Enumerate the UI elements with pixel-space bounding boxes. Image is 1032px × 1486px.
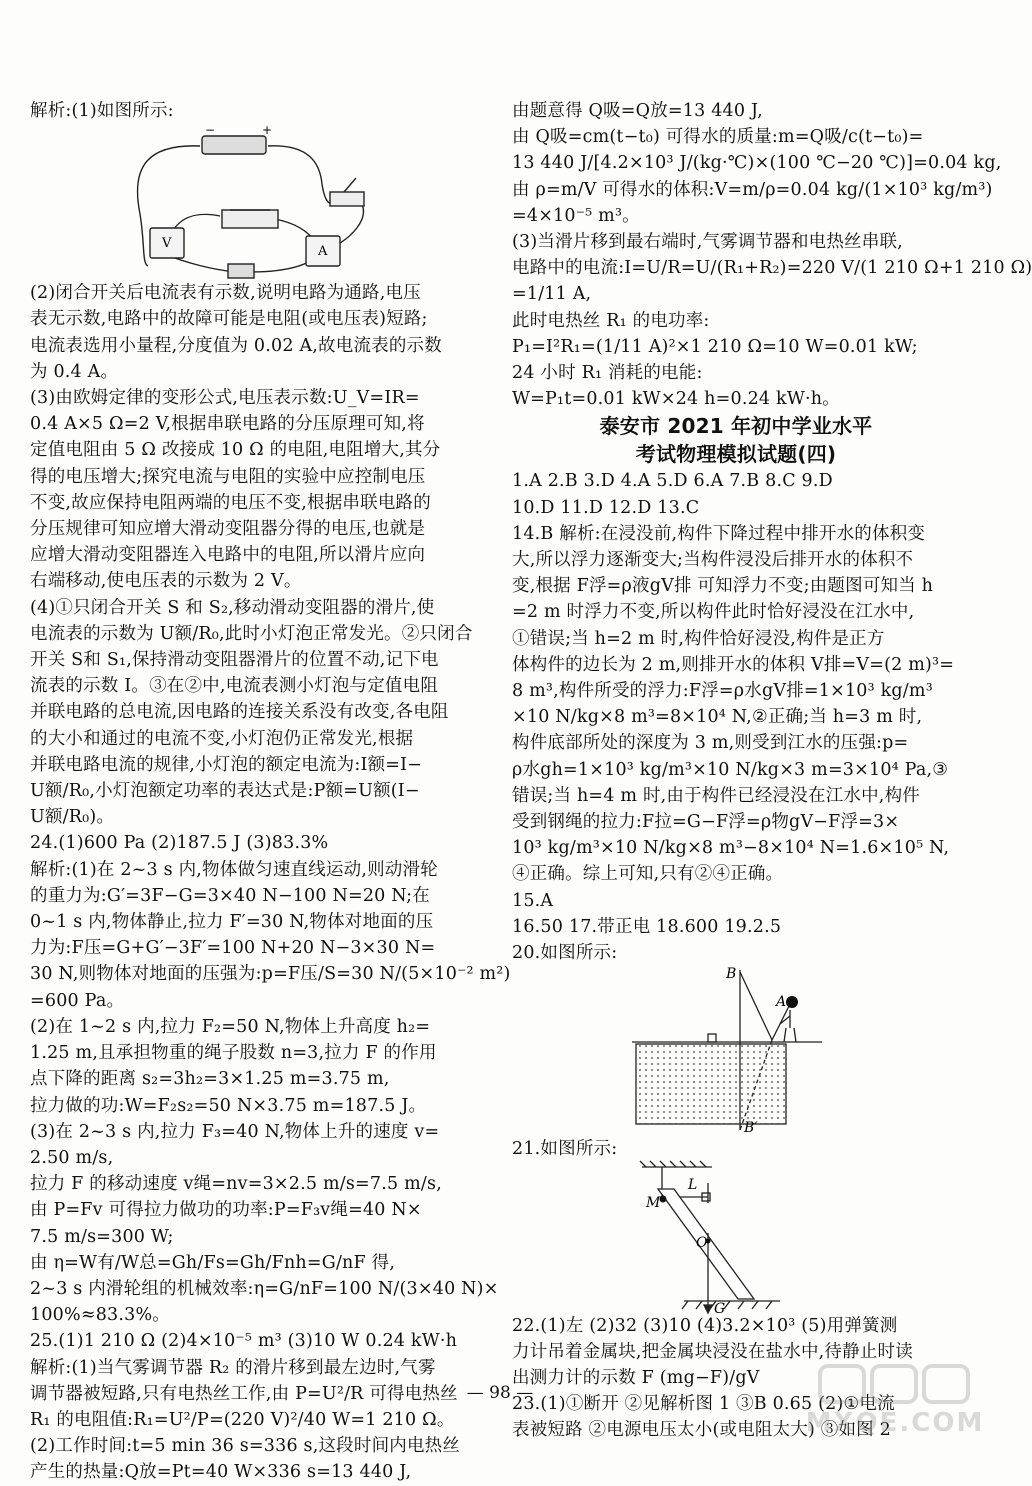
text-line: 21.如图所示: (512, 1139, 618, 1160)
text-line: 流表的示数 I。③在②中,电流表测小灯泡与定值电阻 (30, 676, 439, 697)
text-line: 并联电路的总电流,因电路的连接关系没有改变,各电阻 (30, 702, 449, 723)
text-line: 力计吊着金属块,把金属块浸没在盐水中,待静止时读 (512, 1341, 913, 1362)
text-line: R₁ 的电阻值:R₁=U²/P=(220 V)²/40 W=1 210 Ω。 (30, 1409, 455, 1430)
text-line: 并联电路电流的规律,小灯泡的额定电流为:I额=I− (30, 754, 423, 775)
text-line: 由 P=Fv 可得拉力做功的功率:P=F₃v绳=40 N× (30, 1200, 422, 1221)
text-line: U额/R₀,小灯泡额定功率的表达式是:P额=U额(I− (30, 781, 420, 802)
text-line: (2)闭合开关后电流表有示数,说明电路为通路,电压 (30, 283, 421, 304)
text-line: 24 小时 R₁ 消耗的电能: (512, 363, 703, 384)
section-subtitle: 考试物理模拟试题(四) (635, 442, 837, 467)
text-line: 表被短路 ②电源电压太小(或电阻太大) ③如图 2 (512, 1420, 891, 1441)
text-line: 拉力做的功:W=F₂s₂=50 N×3.75 m=187.5 J。 (30, 1095, 427, 1116)
text-line: 23.(1)①断开 ②见解析图 1 ③B 0.65 (2)①电流 (512, 1394, 895, 1415)
text-line: 1.25 m,且承担物重的绳子股数 n=3,拉力 F 的作用 (30, 1043, 437, 1064)
text-line: 受到钢绳的拉力:F拉=G−F浮=ρ物gV−F浮=3× (512, 812, 900, 833)
text-line: 13 440 J/[4.2×10³ J/(kg·℃)×(100 ℃−20 ℃)]=0.04 kg, (512, 153, 1002, 174)
text-line: ④正确。综上可知,只有②④正确。 (512, 864, 784, 885)
text-line: 7.5 m/s=300 W; (30, 1226, 174, 1247)
text-line: 由题意得 Q吸=Q放=13 440 J, (512, 101, 763, 121)
text-line: 此时电热丝 R₁ 的电功率: (512, 310, 710, 331)
text-line: 力为:F压=G+G′−3F′=100 N+20 N−3×30 N= (30, 938, 436, 959)
text-line: 24.(1)600 Pa (2)187.5 J (3)83.3% (30, 833, 329, 854)
point-label-b-prime: B′ (744, 1120, 758, 1137)
text-line: 体构件的边长为 2 m,则排开水的体积 V排=V=(2 m)³= (512, 654, 955, 675)
text-line: 1.A 2.B 3.D 4.A 5.D 6.A 7.B 8.C 9.D (512, 471, 833, 492)
text-line: 解析:(1)如图所示: (30, 101, 174, 121)
circuit-diagram-figure (30, 124, 485, 280)
text-line: (4)①只闭合开关 S 和 S₂,移动滑动变阻器的滑片,使 (30, 597, 435, 618)
text-line: 点下降的距离 s₂=3h₂=3×1.25 m=3.75 m, (30, 1069, 390, 1090)
text-line: 20.如图所示: (512, 943, 618, 964)
point-label-o: O (696, 1234, 708, 1251)
text-line: =1/11 A, (512, 284, 592, 305)
text-line: =2 m 时浮力不变,所以构件此时恰好浸没在江水中, (512, 602, 915, 623)
text-line: 2.50 m/s, (30, 1147, 114, 1168)
point-label-a: A (776, 994, 787, 1011)
point-label-l: L (688, 1176, 698, 1193)
text-line: 分压规律可知应增大滑动变阻器分得的电压,也就是 (30, 519, 426, 540)
text-line: 30 N,则物体对地面的压强为:p=F压/S=30 N/(5×10⁻² m²) (30, 964, 511, 985)
text-line: 100%≈83.3%。 (30, 1305, 170, 1326)
text-line: 8 m³,构件所受的浮力:F浮=ρ水gV排=1×10³ kg/m³ (512, 681, 933, 702)
text-line: 15.A (512, 890, 554, 911)
text-line: P₁=I²R₁=(1/11 A)²×1 210 Ω=10 W=0.01 kW; (512, 336, 918, 357)
text-line: (3)当滑片移到最右端时,气雾调节器和电热丝串联, (512, 232, 903, 253)
svg-text:+: + (262, 123, 273, 138)
text-line: 出测力计的示数 F (mg−F)/gV (512, 1367, 760, 1388)
text-line: 0~1 s 内,物体静止,拉力 F′=30 N,物体对地面的压 (30, 912, 434, 933)
reflection-diagram (512, 966, 960, 1136)
page-number: — 98 — (466, 1383, 534, 1403)
lever-diagram-figure (512, 1163, 960, 1317)
text-line: =600 Pa。 (30, 990, 125, 1011)
text-line: 由 η=W有/W总=Gh/Fs=Gh/Fnh=G/nF 得, (30, 1252, 396, 1273)
text-line: (2)在 1~2 s 内,拉力 F₂=50 N,物体上升高度 h₂= (30, 1016, 431, 1037)
watermark-text: MXQE.COM (805, 1408, 985, 1438)
text-line: 开关 S和 S₁,保持滑动变阻器滑片的位置不动,记下电 (30, 650, 439, 671)
text-line: 2~3 s 内滑轮组的机械效率:η=G/nF=100 N/(3×40 N)× (30, 1278, 499, 1299)
text-line: 解析:(1)在 2~3 s 内,物体做匀速直线运动,则动滑轮 (30, 859, 438, 880)
text-line: 22.(1)左 (2)32 (3)10 (4)3.2×10³ (5)用弹簧测 (512, 1315, 898, 1336)
text-line: 构件底部所处的深度为 3 m,则受到江水的压强:p= (512, 733, 909, 754)
svg-text:V: V (162, 236, 172, 252)
watermark-icon (800, 1360, 990, 1408)
text-line: 的大小和通过的电流不变,小灯泡仍正常发光,根据 (30, 728, 414, 749)
text-line: 电流表选用小量程,分度值为 0.02 A,故电流表的示数 (30, 335, 442, 356)
svg-text:−: − (205, 123, 216, 138)
text-line: =4×10⁻⁵ m³。 (512, 205, 640, 226)
text-line: (3)在 2~3 s 内,拉力 F₃=40 N,物体上升的速度 v= (30, 1121, 440, 1142)
text-line: 电流表的示数为 U额/R₀,此时小灯泡正常发光。②只闭合 (30, 623, 473, 644)
point-label-b: B (726, 966, 737, 983)
right-column (512, 98, 1032, 1444)
text-line: ①错误;当 h=2 m 时,构件恰好浸没,构件是正方 (512, 628, 885, 649)
text-line: 调节器被短路,只有电热丝工作,由 P=U²/R 可得电热丝 (30, 1383, 458, 1404)
text-line: 不变,故应保持电阻两端的电压不变,根据串联电路的 (30, 492, 431, 513)
text-line: U额/R₀)。 (30, 807, 115, 828)
text-line: W=P₁t=0.01 kW×24 h=0.24 kW·h。 (512, 389, 840, 410)
text-line: 解析:(1)当气雾调节器 R₂ 的滑片移到最左边时,气雾 (30, 1357, 436, 1378)
text-line: 变,根据 F浮=ρ液gV排 可知浮力不变;由题图可知当 h (512, 576, 934, 597)
text-line: 0.4 A×5 Ω=2 V,根据串联电路的分压原理可知,将 (30, 414, 425, 435)
lever-diagram (512, 1163, 960, 1317)
text-line: 的重力为:G′=3F−G=3×40 N−100 N=20 N;在 (30, 885, 430, 906)
text-line: 右端移动,使电压表的示数为 2 V。 (30, 571, 302, 592)
text-line: 10.D 11.D 12.D 13.C (512, 497, 700, 518)
circuit-diagram (30, 124, 485, 280)
text-line: 错误;当 h=4 m 时,由于构件已经浸没在江水中,构件 (512, 785, 920, 806)
text-line: ρ水gh=1×10³ kg/m³×10 N/kg×3 m=3×10⁴ Pa,③ (512, 759, 949, 780)
text-line: 得的电压增大;探究电流与电阻的实验中应控制电压 (30, 466, 426, 487)
text-line: 大,所以浮力逐渐变大;当构件浸没后排开水的体积不 (512, 550, 914, 571)
text-line: 定值电阻由 5 Ω 改接成 10 Ω 的电阻,电阻增大,其分 (30, 440, 441, 461)
text-line: 应增大滑动变阻器连入电路中的电阻,所以滑片应向 (30, 545, 426, 566)
section-title: 泰安市 2021 年初中学业水平 (599, 414, 873, 439)
reflection-diagram-figure (512, 966, 960, 1136)
text-line: 产生的热量:Q放=Pt=40 W×336 s=13 440 J, (30, 1462, 412, 1483)
text-line: 拉力 F 的移动速度 v绳=nv=3×2.5 m/s=7.5 m/s, (30, 1174, 442, 1195)
text-line: 25.(1)1 210 Ω (2)4×10⁻⁵ m³ (3)10 W 0.24 kW·h (30, 1331, 458, 1352)
text-line: 16.50 17.带正电 18.600 19.2.5 (512, 916, 782, 937)
text-line: 由 Q吸=cm(t−t₀) 可得水的质量:m=Q吸/c(t−t₀)= (512, 127, 924, 148)
text-line: 电路中的电流:I=U/R=U/(R₁+R₂)=220 V/(1 210 Ω+1 210 Ω) (512, 258, 1032, 279)
text-line: ×10 N/kg×8 m³=8×10⁴ N,②正确;当 h=3 m 时, (512, 707, 923, 728)
text-line: 由 ρ=m/V 可得水的体积:V=m/ρ=0.04 kg/(1×10³ kg/m³) (512, 179, 993, 200)
svg-text:A: A (318, 244, 328, 260)
watermark-logo (800, 1360, 990, 1440)
text-line: 14.B 解析:在浸没前,构件下降过程中排开水的体积变 (512, 523, 926, 544)
text-line: 为 0.4 A。 (30, 361, 119, 382)
text-line: 10³ kg/m³×10 N/kg×8 m³−8×10⁴ N=1.6×10⁵ N, (512, 838, 950, 859)
point-label-g: G (714, 1300, 726, 1317)
point-label-m: M (646, 1194, 661, 1211)
text-line: 表无示数,电路中的故障可能是电阻(或电压表)短路; (30, 309, 428, 330)
text-line: (3)由欧姆定律的变形公式,电压表示数:U_V=IR= (30, 388, 420, 409)
text-line: (2)工作时间:t=5 min 36 s=336 s,这段时间内电热丝 (30, 1436, 461, 1457)
